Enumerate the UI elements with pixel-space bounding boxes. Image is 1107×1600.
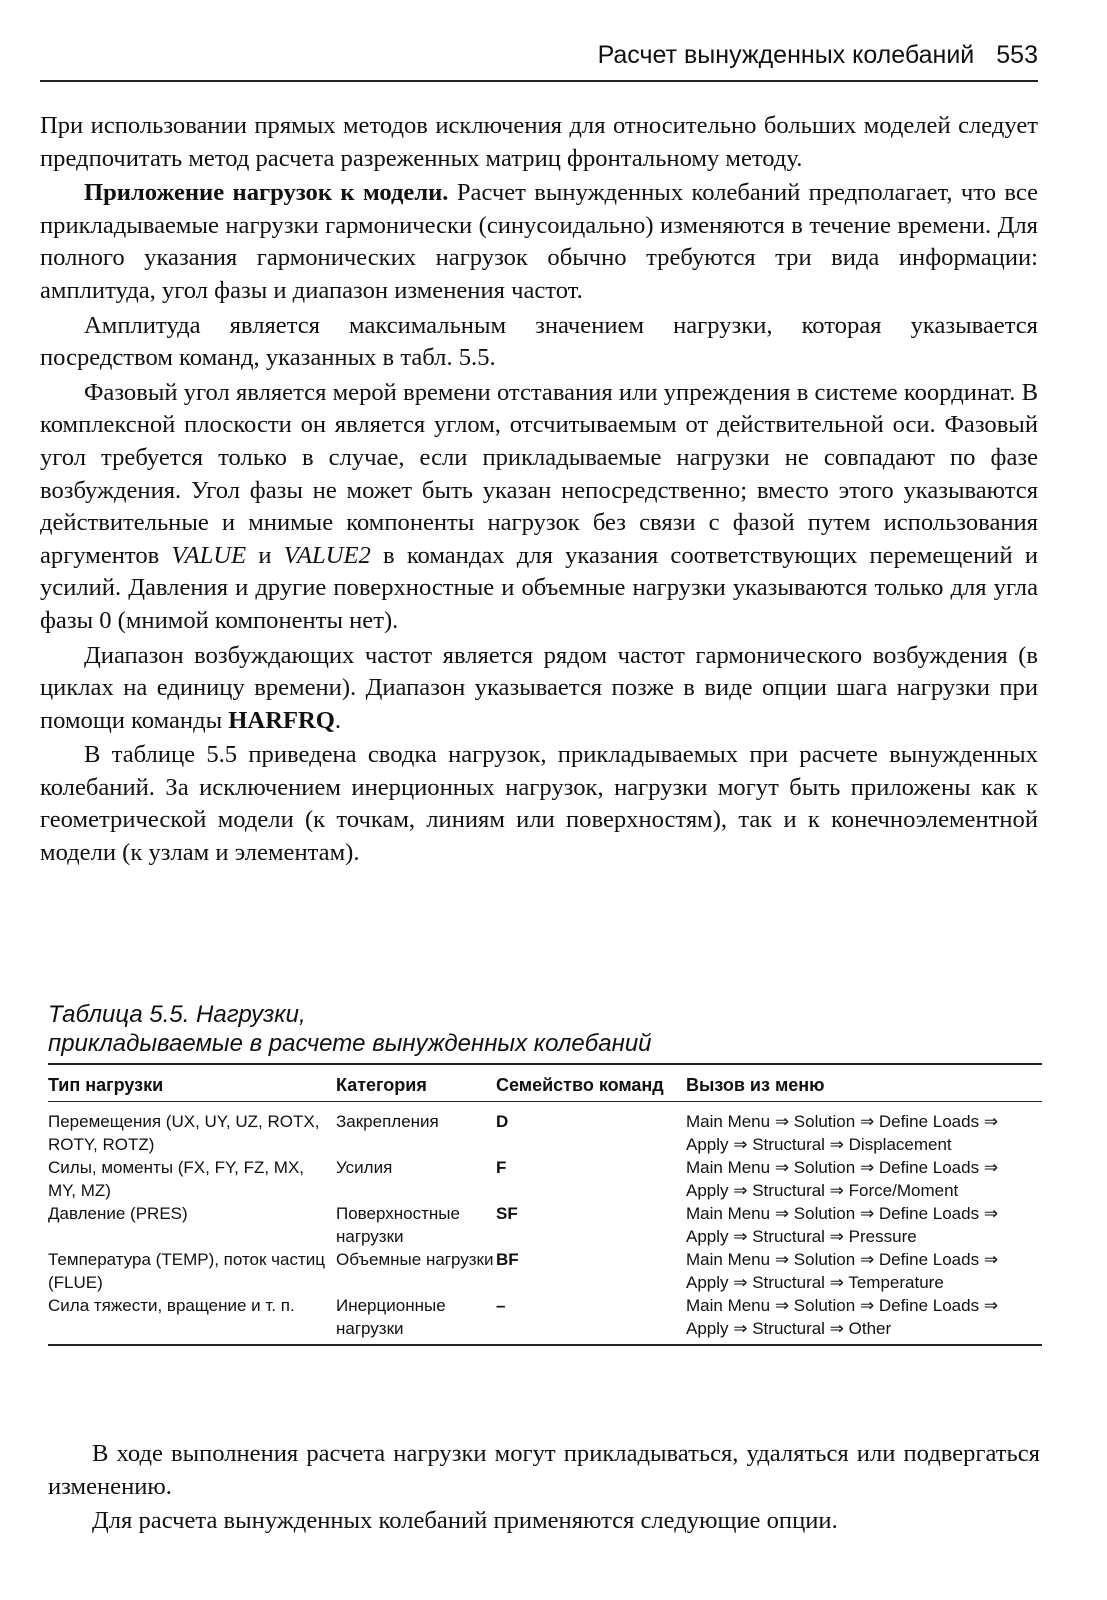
page-number: 553 [996, 41, 1038, 69]
table-row [48, 1202, 1042, 1248]
paragraph-2 [40, 177, 1038, 307]
table-row [48, 1156, 1042, 1202]
header-command-family: Семейство команд [496, 1064, 686, 1102]
header-load-type: Тип нагрузки [48, 1064, 336, 1102]
harfrq-command: HARFRQ [228, 706, 335, 734]
paragraph-1: При использовании прямых методов исключения для относительно больших моделей следует предпочитать метод расчета разреженных матриц фронтальному методу. [40, 112, 1038, 172]
cell-load-type: Перемещения (UX, UY, UZ, ROTX, ROTY, ROTZ) [48, 1112, 320, 1154]
cell-command: – [496, 1296, 506, 1315]
paragraph-4-text-a: Фазовый угол является мерой времени отставания или упреждения в системе координат. В комплексной плоскости он является углом, отсчитываемым от действительной оси. Фазовый угол требуется только в случае, если прикладываемые нагрузки не совпадают по фазе возбуждения. Угол фазы не может быть указан непосредственно; вместо этого указываются действительные и мнимые компоненты нагрузок без связи с фазой путем использования аргументов [40, 378, 1038, 569]
cell-category: Инерционные нагрузки [336, 1296, 446, 1338]
cell-menu-path: Main Menu ⇒ Solution ⇒ Define Loads ⇒ Apply ⇒ Structural ⇒ Other [686, 1296, 999, 1338]
cell-command: F [496, 1158, 507, 1177]
paragraph-2-text: Расчет вынужденных колебаний предполагает, что все прикладываемые нагрузки гармонически (синусоидально) изменяются в течение времени. Для полного указания гармонических нагрузок обычно требуются три вида информации: амплитуда, угол фазы и диапазон изменения частот. [40, 179, 1038, 304]
cell-load-type: Сила тяжести, вращение и т. п. [48, 1296, 295, 1315]
header-category: Категория [336, 1064, 496, 1102]
cell-command: BF [496, 1250, 519, 1269]
value-argument: VALUE [171, 541, 247, 569]
after-table-text [48, 1438, 1040, 1540]
paragraph-4-and: и [246, 541, 284, 569]
table-row [48, 1248, 1042, 1294]
table-caption-line-1: Таблица 5.5. Нагрузки, [48, 1001, 306, 1028]
running-header [40, 36, 1038, 82]
cell-category: Закрепления [336, 1112, 439, 1131]
paragraph-4 [40, 377, 1038, 638]
paragraph-3: Амплитуда является максимальным значением нагрузки, которая указывается посредством команд, указанных в табл. 5.5. [40, 311, 1038, 372]
paragraph-5-text-a: Диапазон возбуждающих частот является рядом частот гармонического возбуждения (в циклах на единицу времени). Диапазон указывается позже в виде опции шага нагрузки при помощи команды [40, 641, 1038, 734]
cell-menu-path: Main Menu ⇒ Solution ⇒ Define Loads ⇒ Apply ⇒ Structural ⇒ Temperature [686, 1250, 999, 1292]
paragraph-after-2: Для расчета вынужденных колебаний применяются следующие опции. [92, 1507, 838, 1535]
cell-category: Усилия [336, 1158, 393, 1177]
body-text [40, 110, 1038, 872]
cell-menu-path: Main Menu ⇒ Solution ⇒ Define Loads ⇒ Apply ⇒ Structural ⇒ Displacement [686, 1112, 999, 1154]
cell-category: Поверхностные нагрузки [336, 1204, 460, 1246]
cell-command: D [496, 1112, 509, 1131]
cell-command: SF [496, 1204, 518, 1223]
paragraph-5-text-b: . [334, 706, 342, 734]
cell-load-type: Температура (TEMP), поток частиц (FLUE) [48, 1250, 326, 1292]
paragraph-5 [40, 640, 1038, 738]
table-row [48, 1294, 1042, 1345]
table-header-row [48, 1064, 1042, 1102]
paragraph-2-heading: Приложение нагрузок к модели. [84, 179, 449, 207]
cell-menu-path: Main Menu ⇒ Solution ⇒ Define Loads ⇒ Apply ⇒ Structural ⇒ Force/Moment [686, 1158, 999, 1200]
paragraph-after-1: В ходе выполнения расчета нагрузки могут прикладываться, удаляться или подвергаться изменению. [48, 1440, 1040, 1500]
table-caption-line-2: прикладываемые в расчете вынужденных колебаний [48, 1030, 652, 1057]
table-row [48, 1102, 1042, 1157]
paragraph-6: В таблице 5.5 приведена сводка нагрузок, прикладываемых при расчете вынужденных колебаний. За исключением инерционных нагрузок, нагрузки могут быть приложены как к геометрической модели (к точкам, линиям или поверхностям), так и к конечноэлементной модели (к узлам и элементам). [40, 741, 1038, 867]
value2-argument: VALUE2 [283, 541, 371, 569]
cell-category: Объемные нагрузки [336, 1250, 494, 1269]
paragraph-4-text-b: в командах для указания соответствующих перемещений и усилий. Давления и другие поверхностные и объемные нагрузки указываются только для угла фазы 0 (мнимой компоненты нет). [40, 541, 1038, 634]
loads-table [48, 1063, 1042, 1346]
running-header-title: Расчет вынужденных колебаний [597, 41, 975, 69]
header-menu-path: Вызов из меню [686, 1064, 1042, 1102]
cell-load-type: Силы, моменты (FX, FY, FZ, MX, MY, MZ) [48, 1158, 305, 1200]
cell-load-type: Давление (PRES) [48, 1204, 188, 1223]
cell-menu-path: Main Menu ⇒ Solution ⇒ Define Loads ⇒ Apply ⇒ Structural ⇒ Pressure [686, 1204, 999, 1246]
table-caption [48, 1000, 1038, 1058]
